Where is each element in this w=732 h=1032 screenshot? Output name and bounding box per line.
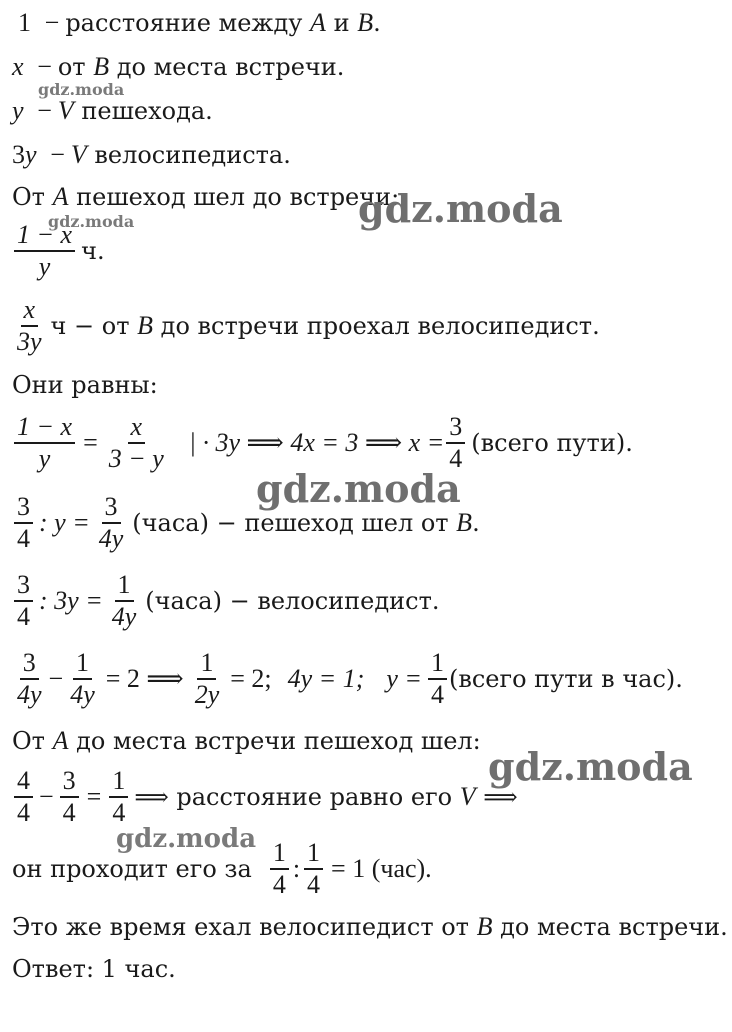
dash: − [37, 96, 52, 125]
line-equal-statement [12, 370, 158, 400]
line-y-definition [12, 96, 213, 126]
var-x: x [12, 52, 24, 81]
text-part: ч − от [50, 312, 138, 340]
var-v: V [70, 140, 87, 169]
numerator: 3 [60, 766, 79, 798]
fraction [446, 412, 465, 474]
text: Они равны: [12, 371, 158, 399]
unit-hours: ч. [81, 237, 105, 265]
number-three: 3 [12, 140, 25, 169]
text [130, 782, 521, 812]
denominator: 3y [17, 327, 42, 356]
denominator: 4 [17, 524, 30, 553]
numerator: 3 [20, 648, 39, 680]
equals: = [86, 782, 102, 811]
division-expr: : 3y = [39, 586, 103, 615]
minus: − [39, 782, 54, 811]
dash: − [50, 140, 65, 169]
text: он проходит его за [12, 855, 252, 883]
denominator: 4y [111, 602, 137, 631]
equation-y: y = [386, 664, 422, 693]
text: (всего пути). [471, 429, 633, 457]
text: пешеход шел до встречи: [68, 183, 400, 211]
var-a: A [52, 182, 69, 211]
denominator: y [38, 444, 51, 473]
fraction [106, 412, 167, 474]
line-equation-solve-x [12, 412, 637, 474]
numerator: 1 [428, 648, 447, 680]
numerator: 4 [14, 766, 33, 798]
var-b: B [456, 508, 473, 537]
var-b: B [357, 8, 374, 37]
denominator: 2y [194, 680, 220, 709]
numerator: 1 [109, 766, 128, 798]
text [128, 508, 483, 538]
text: (часа) − велосипедист. [145, 587, 440, 615]
denominator: 4y [70, 680, 95, 709]
denominator: 3 − y [108, 444, 164, 473]
fraction [304, 838, 323, 900]
watermark: gdz.moda [116, 824, 257, 854]
line-distance-ab [18, 8, 381, 38]
numerator: 3 [102, 492, 121, 524]
colon: : [292, 854, 301, 883]
watermark: gdz.moda [38, 80, 125, 99]
text: (всего пути в час). [448, 665, 683, 693]
numerator: 1 [304, 838, 323, 870]
line-equation-solve-y [12, 648, 687, 710]
text-part: ⟹ расстояние равно его [134, 783, 460, 811]
var-v: V [459, 782, 476, 811]
text: От [12, 727, 53, 755]
denominator: 4 [430, 680, 444, 709]
denominator: y [38, 252, 51, 281]
denominator: 4 [272, 870, 286, 899]
text: Это же время ехал велосипедист от [12, 913, 477, 941]
line-cyclist-hours [12, 570, 443, 632]
text: от [57, 53, 94, 81]
fraction [14, 766, 33, 828]
text: пешехода. [73, 97, 213, 125]
var-v: V [57, 96, 74, 125]
implies-arrow: ⟹ [475, 783, 518, 811]
line-pedestrian-time-intro [12, 182, 399, 212]
line-answer [12, 954, 176, 984]
equals-chain: = 2 ⟹ [105, 664, 184, 693]
minus: − [48, 664, 64, 693]
equals-two: = 2; [230, 664, 272, 693]
fraction [67, 648, 98, 710]
fraction [14, 570, 33, 632]
fraction [14, 492, 33, 554]
denominator: 4y [17, 680, 42, 709]
line-pedestrian-walked [12, 726, 481, 756]
fraction [428, 648, 447, 710]
multiply-chain: | · 3y ⟹ 4x = 3 ⟹ x = [188, 428, 445, 457]
text: велосипедиста. [86, 141, 291, 169]
fraction [60, 766, 79, 828]
equation-4y: 4y = 1; [287, 664, 365, 693]
numerator: 1 − x [14, 412, 75, 444]
line-cyclist-same-time [12, 912, 728, 942]
watermark: gdz.moda [488, 744, 693, 789]
fraction [14, 412, 75, 474]
numerator: 3 [14, 570, 33, 602]
numerator: 1 [73, 648, 92, 680]
watermark: gdz.moda [256, 466, 461, 511]
text-and: и [325, 9, 358, 37]
var-a: A [310, 8, 326, 37]
fraction [109, 570, 140, 632]
dot: . [472, 509, 480, 537]
line-cyclist-time [12, 295, 604, 357]
numerator: 3 [14, 492, 33, 524]
numerator: 1 [270, 838, 289, 870]
numerator: 1 [115, 570, 134, 602]
var-b: B [137, 311, 154, 340]
denominator: 4 [112, 798, 126, 827]
fraction [14, 295, 45, 357]
line-3y-definition [12, 140, 291, 170]
numerator: 3 [446, 412, 465, 444]
fraction [96, 492, 127, 554]
denominator: 4 [449, 444, 463, 473]
fraction [109, 766, 128, 828]
text-part: (часа) − пешеход шел от [132, 509, 457, 537]
numerator: 1 [197, 648, 216, 680]
denominator: 4y [98, 524, 124, 553]
fraction [270, 838, 289, 900]
text: до места встречи пешеход шел: [68, 727, 481, 755]
dash: − [37, 52, 52, 81]
text-part: до встречи проехал велосипедист. [153, 312, 600, 340]
text: От [12, 183, 53, 211]
fraction [14, 648, 45, 710]
text: расстояние между [65, 9, 311, 37]
line-x-definition [12, 52, 344, 82]
var-y: y [12, 96, 24, 125]
var-b: B [93, 52, 110, 81]
numerator: x [128, 412, 146, 444]
text: до места встречи. [492, 913, 728, 941]
dash: − [44, 8, 60, 37]
numerator: x [21, 295, 39, 327]
denominator: 4 [17, 602, 30, 631]
var-y: y [25, 140, 37, 169]
text [47, 311, 604, 341]
watermark: gdz.moda [358, 186, 563, 231]
watermark: gdz.moda [48, 212, 135, 231]
denominator: 4 [17, 798, 30, 827]
denominator: 4 [62, 798, 76, 827]
var-a: A [52, 726, 69, 755]
fraction [192, 648, 223, 710]
text: до места встречи. [109, 53, 345, 81]
dot: . [373, 9, 381, 37]
numerator: 1 − x [14, 220, 75, 252]
answer-text: Ответ: 1 час. [12, 955, 176, 983]
result: = 1 (час). [331, 854, 432, 883]
denominator: 4 [307, 870, 321, 899]
number-one: 1 [18, 8, 31, 37]
var-b: B [476, 912, 493, 941]
equals: = [83, 428, 98, 457]
line-distance-equals-v [12, 766, 522, 828]
division-expr: : y = [39, 508, 90, 537]
